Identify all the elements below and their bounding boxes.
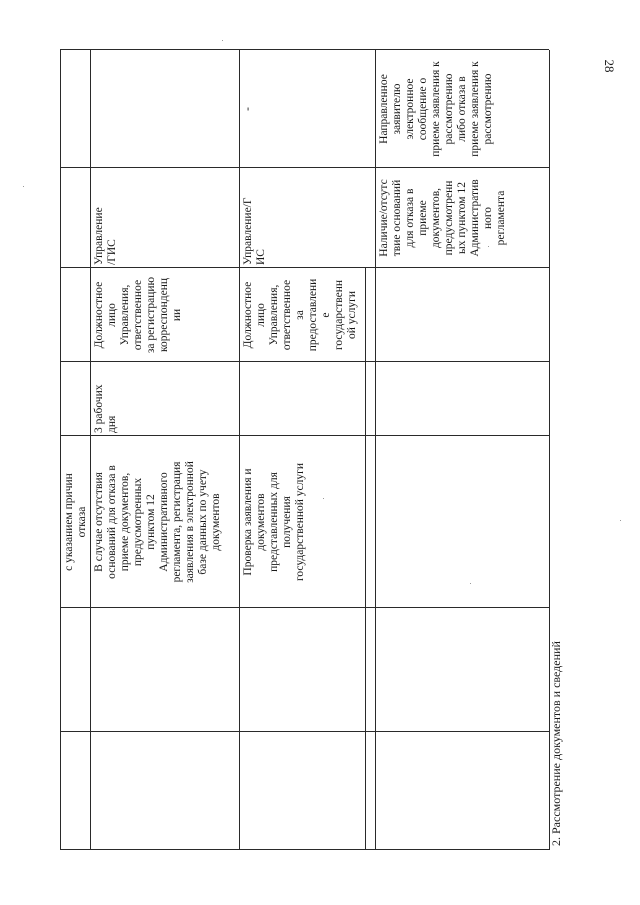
row2-term xyxy=(240,362,374,436)
scan-speck xyxy=(23,186,24,187)
row2-action: Проверка заявления и документов представленных для получения государственной услуги xyxy=(242,462,306,582)
page-number: 28 xyxy=(602,59,617,73)
section-heading: 2. Рассмотрение документов и сведений xyxy=(549,641,563,846)
row1-term: 3 рабочих дня xyxy=(93,384,118,433)
row1-action: В случае отсутствия оснований для отказа в приеме документов, предусмотренных пунктом 12 Административного регламента, регистрация заявления в электронной базе данных по учету документов xyxy=(93,461,222,583)
row2-criteria: - xyxy=(242,107,254,111)
scan-speck xyxy=(222,40,223,41)
row1-place: Управление /ГИС xyxy=(93,207,118,265)
table-row-line xyxy=(60,731,549,732)
row2-result-spacer xyxy=(240,50,242,168)
scan-speck xyxy=(620,520,621,521)
row1-criteria xyxy=(91,50,238,168)
top-row-reason-cell: с указанием причин отказа xyxy=(63,473,88,571)
rotated-table xyxy=(60,50,563,850)
table-border-bottom xyxy=(60,849,549,850)
row1-responsible: Должностное лицо Управления, ответственное за регистрацию корреспонденц ии xyxy=(93,276,183,354)
row2-responsible: Должностное лицо Управления, ответственное за предоставлени е государственн ой услуги xyxy=(242,278,358,352)
row2-place: Управление/Г ИС xyxy=(242,197,267,265)
row2-result: Направленное заявителю электронное сообщение о приеме заявления к рассмотрению либо отказа в приеме заявления к рассмотрению xyxy=(378,61,494,157)
row3-criteria: Наличие/отсутс твие оснований для отказа в приеме документов, предусмотренн ых пунктом 12 Административ ного регламента xyxy=(378,179,507,257)
